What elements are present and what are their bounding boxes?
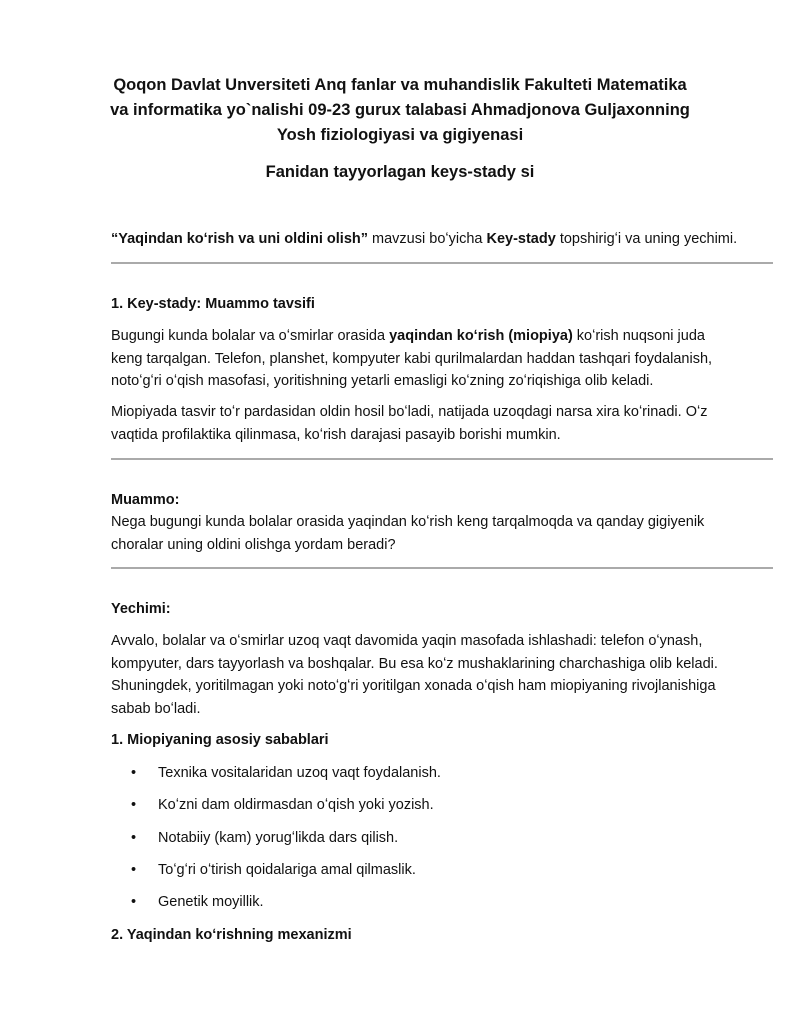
bullet-icon: • <box>131 862 137 878</box>
bullet-icon: • <box>131 894 137 910</box>
mechanism-heading: 2. Yaqindan koʻrishning mexanizmi <box>111 927 352 943</box>
section1-paragraph-1: Bugungi kunda bolalar va oʻsmirlar orasida yaqindan koʻrish (miopiya) koʻrish nuqsoni juda keng tarqalgan. Telefon, planshet, kompyuter kabi qurilmalardan haddan tashqari foydalanish, notoʻgʻri oʻqish masofasi, yoritishning yetarli emasligi koʻzning zoʻriqishiga olib keladi. <box>111 328 713 389</box>
intro-line <box>111 228 771 251</box>
document-page: Qoqon Davlat Unversiteti Anq fanlar va muhandislik Fakulteti Matematika va informatika yo`nalishi 09-23 gurux talabasi Ahmadjonova Guljaxonning Yosh fiziologiyasi va gigiyenasi Fanidan tayyorlagan keys-stady si “Yaqindan koʻrish va uni oldini olish” mavzusi boʻyicha Key-stady topshirigʻi va uning yechimi. 1. Key-stady: Muammo tavsifi Bugungi kunda bolalar va oʻsmirlar orasida yaqindan koʻrish (miopiya) koʻrish nuqsoni juda keng tarqalgan. Telefon, planshet, kompyuter kabi qurilmalardan haddan tashqari foydalanish, notoʻgʻri oʻqish masofasi, yoritishning yetarli emasligi koʻzning zoʻriqishiga olib keladi. Miopiyada tasvir toʻr pardasidan oldin hosil boʻladi, natijada uzoqdagi narsa xira koʻrinadi. Oʻz vaqtida profilaktika qilinmasa, koʻrish darajasi pasayib borishi mumkin. Muammo: Nega bugungi kunda bolalar orasida yaqindan koʻrish keng tarqalmoqda va qanday gigiyenik choralar uning oldini olishga yordam beradi? Yechimi: Avvalo, bolalar va oʻsmirlar uzoq vaqt davomida yaqin masofada ishlashadi: telefon oʻynash, kompyuter, dars tayyorlash va boshqalar. Bu esa koʻz mushaklarining charchashiga olib keladi. Shuningdek, yoritilmagan yoki notoʻgʻri yoritilgan xonada oʻqish ham miopiyaning rivojlanishiga sabab boʻladi. 1. Miopiyaning asosiy sabablari • Texnika vositalaridan uzoq vaqt foydalanish. • Koʻzni dam oldirmasdan oʻqish yoki yozish. • Notabiiy (kam) yorugʻlikda dars qilish. • Toʻgʻri oʻtirish qoidalariga amal qilmaslik. • Genetik moyillik. 2. Yaqindan koʻrishning mexanizmi <box>0 0 800 1035</box>
intro-topic: “Yaqindan koʻrish va uni oldini olish” <box>111 231 369 247</box>
miopiya-term: yaqindan koʻrish (miopiya) <box>389 328 573 344</box>
section1-paragraph-2: Miopiyada tasvir toʻr pardasidan oldin hosil boʻladi, natijada uzoqdagi narsa xira koʻrinadi. Oʻz vaqtida profilaktika qilinmasa, koʻrish darajasi pasayib borishi mumkin. <box>111 404 708 443</box>
solution-paragraph: Avvalo, bolalar va oʻsmirlar uzoq vaqt davomida yaqin masofada ishlashadi: telefon oʻynash, kompyuter, dars tayyorlash va boshqalar. Bu esa koʻz mushaklarining charchashiga olib keladi. Shuningdek, yoritilmagan yoki notoʻgʻri yoritilgan xonada oʻqish ham miopiyaning rivojlanishiga sabab boʻladi. <box>111 633 718 717</box>
bullet-icon: • <box>131 830 137 846</box>
document-title: Qoqon Davlat Unversiteti Anq fanlar va muhandislik Fakulteti Matematika va informatika yo`nalishi 09-23 gurux talabasi Ahmadjonova Guljaxonning Yosh fiziologiyasi va gigiyenasi <box>110 76 690 144</box>
intro-end: topshirigʻi va uning yechimi. <box>555 231 738 247</box>
divider-3 <box>111 567 773 569</box>
document-subtitle: Fanidan tayyorlagan keys-stady si <box>265 163 535 181</box>
divider-1 <box>111 262 773 264</box>
section1-heading: 1. Key-stady: Muammo tavsifi <box>111 296 315 312</box>
causes-heading: 1. Miopiyaning asosiy sabablari <box>111 732 329 748</box>
bullet-icon: • <box>131 765 137 781</box>
bullet-icon: • <box>131 797 137 813</box>
problem-heading: Muammo: <box>111 492 180 508</box>
intro-mid: mavzusi boʻyicha <box>368 231 487 247</box>
solution-heading: Yechimi: <box>111 601 171 617</box>
intro-keyword: Key-stady <box>486 231 556 247</box>
divider-2 <box>111 458 773 460</box>
problem-text: Nega bugungi kunda bolalar orasida yaqindan koʻrish keng tarqalmoqda va qanday gigiyenik choralar uning oldini olishga yordam beradi? <box>111 514 705 553</box>
